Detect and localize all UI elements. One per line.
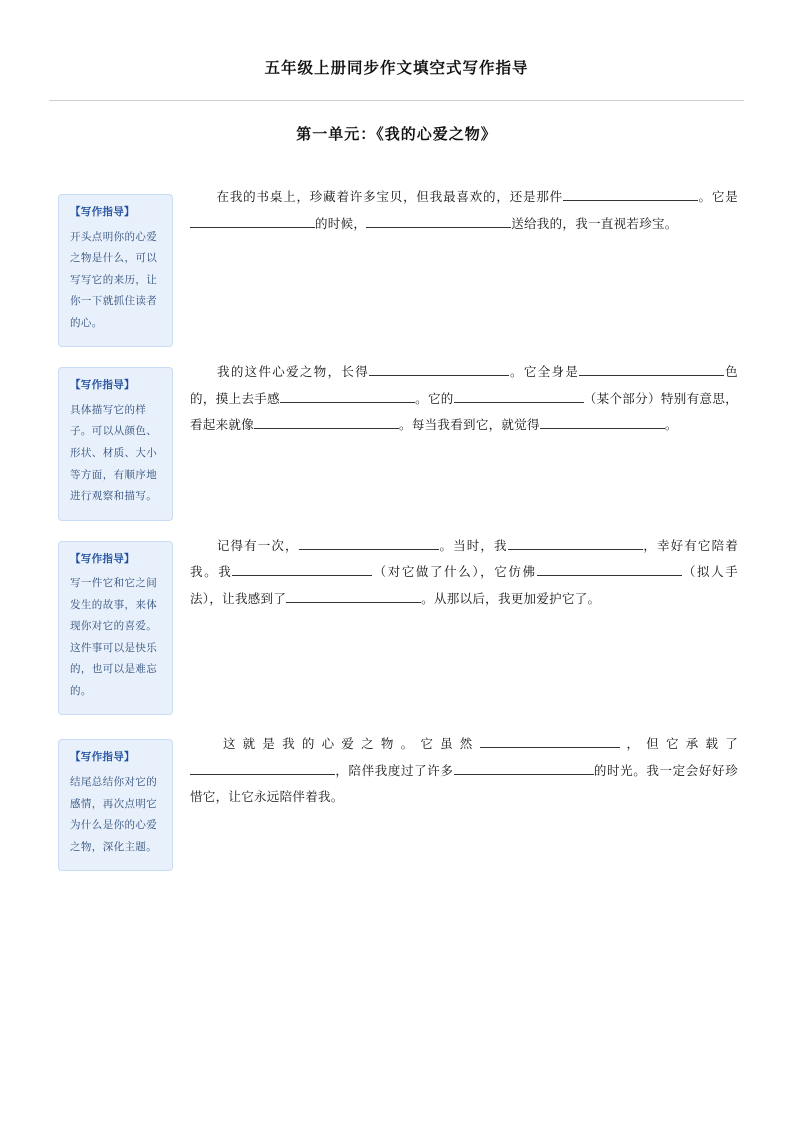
- fill-blank[interactable]: [537, 561, 682, 576]
- paragraph-text-part: （某个部分）特别有意思，看起来就像: [190, 390, 738, 433]
- tip-column: [0, 533, 180, 716]
- paragraph-text-part: 。当时，我: [438, 537, 508, 553]
- fill-blank[interactable]: [563, 186, 698, 201]
- paragraph-column: [180, 184, 793, 237]
- paragraph-text-part: 我的这件心爱之物，长得: [216, 364, 370, 380]
- fill-blank[interactable]: [286, 587, 421, 602]
- paragraph-text-part: 的时候，: [315, 215, 367, 231]
- writing-tip-text: 结尾总结你对它的感情，再次点明它为什么是你的心爱之物，深化主题。: [70, 776, 158, 853]
- writing-tip-text: 具体描写它的样子。可以从颜色、形状、材质、大小等方面，有顺序地进行观察和描写。: [70, 403, 158, 503]
- fill-blank[interactable]: [190, 759, 335, 774]
- fill-blank[interactable]: [579, 361, 724, 376]
- paragraph-text-part: 。它全身是: [509, 364, 580, 380]
- paragraph-text-part: 的时光。我一定会好好珍惜它，让它永远陪伴着我。: [190, 762, 738, 805]
- section-story: [0, 533, 793, 716]
- paragraph-text-part: 。: [664, 417, 678, 433]
- paragraph-text-part: 。它是: [698, 189, 738, 204]
- paragraph-text-part: 。它的: [415, 390, 454, 406]
- fill-blank[interactable]: [369, 361, 509, 376]
- fill-blank[interactable]: [299, 534, 439, 549]
- writing-tip-box: [58, 367, 173, 520]
- fill-blank[interactable]: [454, 759, 594, 774]
- writing-tip-heading: 【写作指导】: [70, 379, 135, 392]
- tip-column: [0, 184, 180, 347]
- fill-blank[interactable]: [232, 561, 372, 576]
- writing-tip-heading: 【写作指导】: [70, 552, 135, 565]
- paragraph-text-part: 。从那以后，我更加爱护它了。: [421, 590, 601, 606]
- paragraph-text-part: ，但它承载了: [619, 736, 738, 752]
- tip-column: [0, 731, 180, 871]
- tip-column: [0, 359, 180, 520]
- paragraph-text-part: 送给我的，我一直视若珍宝。: [511, 215, 678, 231]
- paragraph-column: [180, 533, 793, 613]
- fill-in-paragraph: [190, 533, 738, 613]
- writing-tip-text: 开头点明你的心爱之物是什么，可以写写它的来历，让你一下就抓住读者的心。: [70, 230, 158, 329]
- paragraph-column: [180, 359, 793, 439]
- writing-tip-box: [58, 541, 173, 716]
- fill-blank[interactable]: [280, 387, 415, 402]
- writing-tip-heading: 【写作指导】: [70, 751, 135, 764]
- writing-tip-text: 写一件它和它之间发生的故事，来体现你对它的喜爱。这件事可以是快乐的，也可以是难忘的。: [70, 577, 158, 697]
- fill-blank[interactable]: [254, 414, 399, 429]
- section-ending: [0, 731, 793, 871]
- paragraph-text-part: （拟人手法），让我感到了: [190, 564, 739, 606]
- fill-blank[interactable]: [540, 414, 665, 429]
- writing-tip-box: [58, 194, 173, 347]
- section-opening: [0, 184, 793, 347]
- paragraph-column: [180, 731, 793, 811]
- fill-blank[interactable]: [190, 212, 315, 227]
- paragraph-text-part: 在我的书桌上，珍藏着许多宝贝，但我最喜欢的，还是那件: [216, 189, 564, 204]
- paragraph-text-part: 这就是我的心爱之物。它虽然: [216, 736, 480, 752]
- paragraph-text-part: ，陪伴我度过了许多: [335, 762, 454, 778]
- page-title: 五年级上册同步作文填空式写作指导: [264, 58, 529, 77]
- paragraph-text-part: ，幸好有它陪着我。我: [190, 537, 738, 580]
- paragraph-text-part: （对它做了什么），它仿佛: [372, 564, 537, 580]
- writing-tip-heading: 【写作指导】: [70, 206, 135, 218]
- paragraph-text-part: 色的，摸上去手感: [190, 364, 738, 406]
- unit-title: 第一单元：《我的心爱之物》: [296, 125, 497, 143]
- fill-in-paragraph: [190, 731, 738, 811]
- section-appearance: [0, 359, 793, 520]
- fill-in-paragraph: [190, 184, 738, 237]
- fill-blank[interactable]: [508, 534, 643, 549]
- fill-blank[interactable]: [454, 387, 584, 402]
- writing-tip-box: [58, 739, 173, 871]
- paragraph-text-part: 。每当我看到它，就觉得: [399, 417, 540, 433]
- fill-blank[interactable]: [480, 733, 620, 748]
- fill-blank[interactable]: [366, 212, 511, 227]
- fill-in-paragraph: [190, 359, 738, 439]
- sections-container: [0, 184, 793, 871]
- paragraph-text-part: 记得有一次，: [216, 537, 299, 553]
